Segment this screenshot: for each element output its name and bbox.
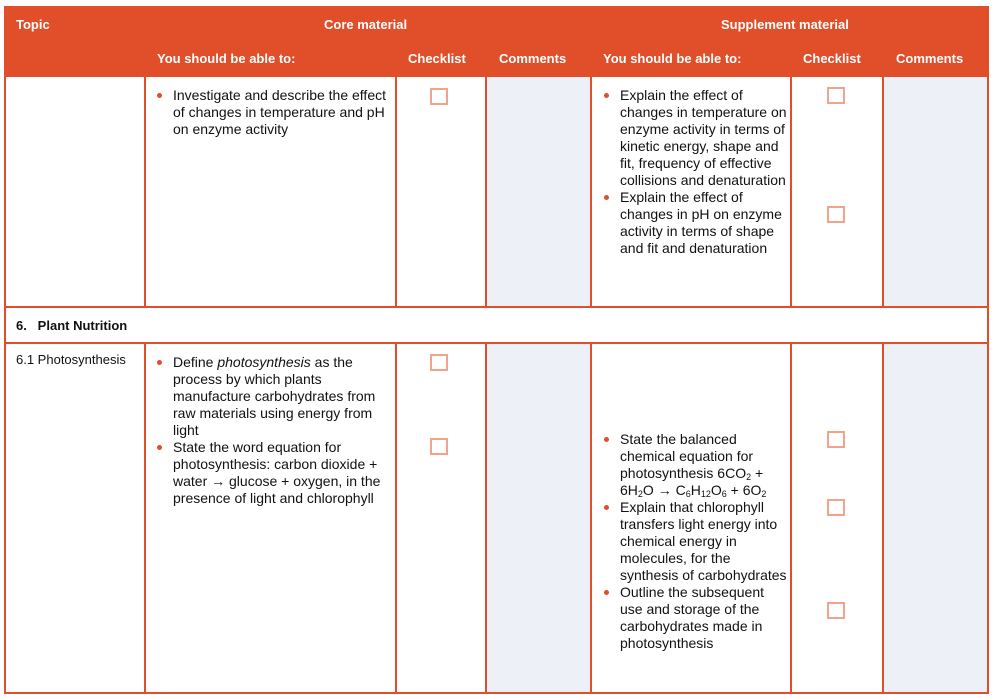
supp-objective: Outline the subsequent use and storage of the carbohydrates made in photosynthesis [600,584,788,652]
row1-divider [485,77,487,307]
row1-bottom-border [4,306,989,308]
core-objective: State the word equation for photosynthesis: carbon dioxide + water → glucose + oxygen, in the presence of light and chlorophyll [153,439,391,507]
row1-divider [144,77,146,307]
key-term: photosynthesis [217,354,311,370]
core-checkbox[interactable] [430,438,448,455]
header-supp-checklist: Checklist [803,51,861,66]
chemical-equation: $6CO_2 + 6H_2O \to C_6H_{12}O_6 + 6O_2$ [620,465,767,499]
row1-divider [790,77,792,307]
supp-objectives-row2 [600,431,788,652]
header-core-material: Core material [324,17,408,32]
header-supp-able: You should be able to: [603,51,742,66]
core-checkbox[interactable] [430,354,448,371]
row2-divider [485,343,487,694]
table-right-border [987,77,989,694]
row2-divider [395,343,397,694]
core-objective-suffix: as the process by which plants manufacture carbohydrates from raw materials using energy from light [173,354,376,438]
supp-objective: Explain the effect of changes in temperature on enzyme activity in terms of kinetic energy, shape and fit, frequency of effective collisions and denaturation [600,87,788,189]
supp-checkbox[interactable] [827,602,845,619]
row1-divider [882,77,884,307]
row2-divider [590,343,592,694]
table-left-border [4,77,6,694]
header-core-checklist: Checklist [408,51,466,66]
section-bottom-border [4,342,989,344]
core-objective [153,354,391,439]
supp-objective-text: State the balanced chemical equation for photosynthesis [620,431,754,481]
core-objectives-row1 [153,87,393,138]
supp-checkbox[interactable] [827,206,845,223]
core-objective-prefix: Define [173,354,218,370]
supp-checkbox[interactable] [827,87,845,104]
row1-divider [395,77,397,307]
supp-objective [600,431,788,499]
supp-checkbox[interactable] [827,499,845,516]
supp-checkbox[interactable] [827,431,845,448]
supp-objectives-row1 [600,87,788,257]
supp-objective: Explain that chlorophyll transfers light energy into chemical energy in molecules, for the synthesis of carbohydrates [600,499,788,584]
row2-divider [882,343,884,694]
header-core-comments: Comments [499,51,567,66]
core-comments-cell-row2 [487,344,590,693]
supp-comments-cell-row1 [884,77,988,307]
header-supplement-material: Supplement material [721,17,849,32]
row2-divider [144,343,146,694]
header-core-able: You should be able to: [157,51,296,66]
supp-comments-cell-row2 [884,344,988,693]
topic-label: 6.1 Photosynthesis [16,352,126,367]
core-objective: Investigate and describe the effect of changes in temperature and pH on enzyme activity [153,87,393,138]
row2-bottom-border [4,692,989,694]
supp-objective: Explain the effect of changes in pH on enzyme activity in terms of shape and fit and denaturation [600,189,788,257]
row1-divider [590,77,592,307]
row2-divider [790,343,792,694]
header-topic: Topic [16,17,50,32]
core-checkbox[interactable] [430,88,448,105]
section-title: 6. Plant Nutrition [16,318,128,333]
header-supp-comments: Comments [896,51,964,66]
core-comments-cell-row1 [487,77,590,307]
core-objectives-row2 [153,354,391,507]
